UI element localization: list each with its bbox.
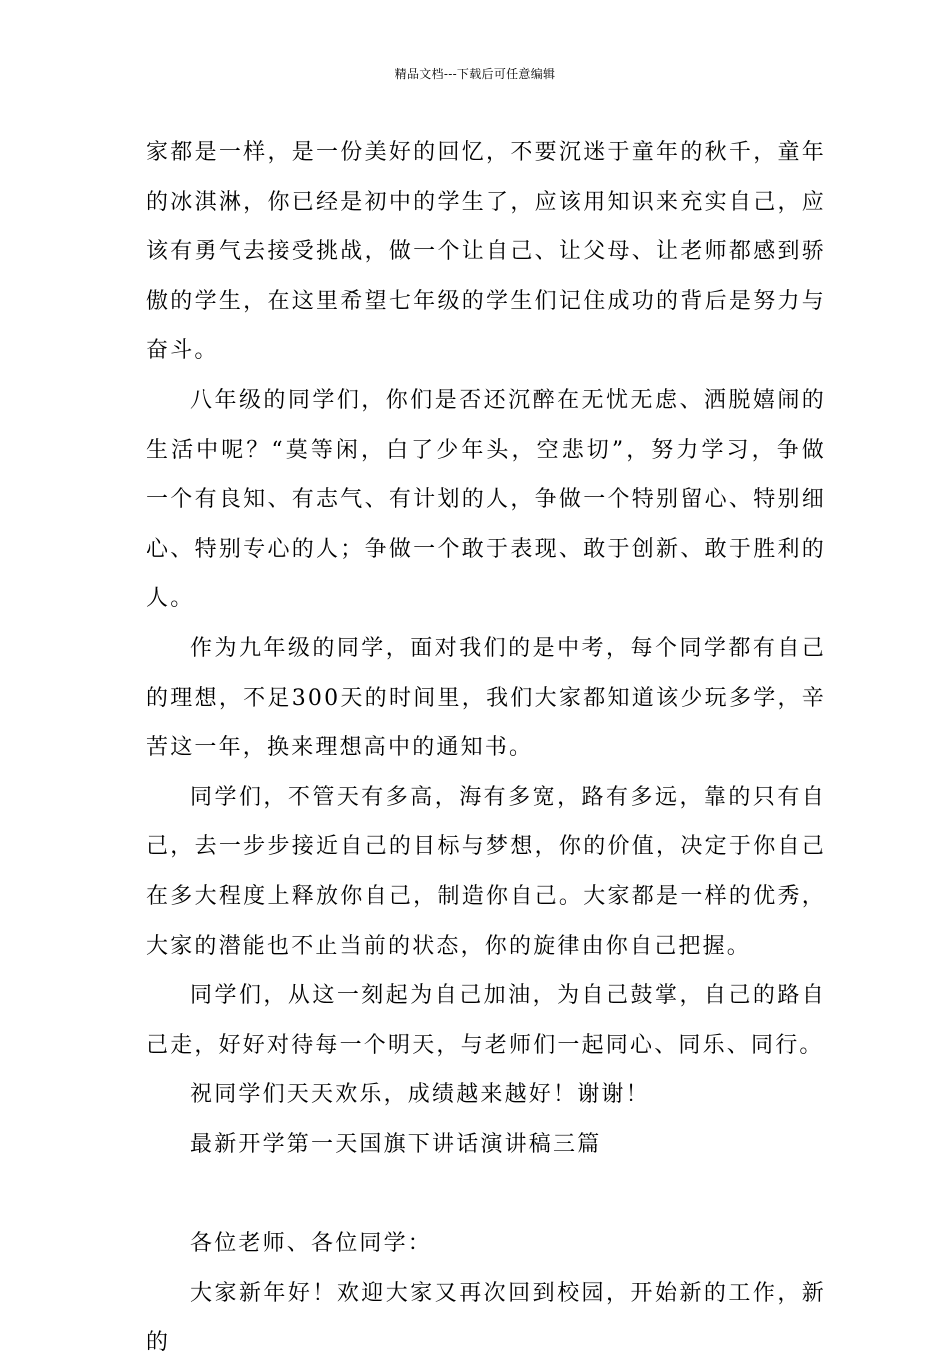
closing-line: 祝同学们天天欢乐，成绩越来越好！谢谢！ [190, 1082, 650, 1108]
document-body [146, 128, 826, 1368]
paragraph: 八年级的同学们，你们是否还沉醉在无忧无虑、洒脱嬉闹的生活中呢？“莫等闲，白了少年头，空悲切”，努力学习，争做一个有良知、有志气、有计划的人，争做一个特别留心、特别细心、特别专心的人；争做一个敢于表现、敢于创新、敢于胜利的人。 [146, 387, 826, 612]
page-header: 精品文档---下载后可任意编辑 [394, 67, 556, 81]
paragraph: 同学们，从这一刻起为自己加油，为自己鼓掌，自己的路自己走，好好对待每一个明天，与老师们一起同心、同乐、同行。 [146, 983, 826, 1058]
salutation: 各位老师、各位同学： [190, 1231, 433, 1257]
paragraph: 同学们，不管天有多高，海有多宽，路有多远，靠的只有自己，去一步步接近自己的目标与梦想，你的价值，决定于你自己在多大程度上释放你自己，制造你自己。大家都是一样的优秀，大家的潜能也不止当前的状态，你的旋律由你自己把握。 [146, 784, 826, 959]
blank-line [146, 1169, 826, 1219]
paragraph: 家都是一样，是一份美好的回忆，不要沉迷于童年的秋千，童年的冰淇淋，你已经是初中的学生了，应该用知识来充实自己，应该有勇气去接受挑战，做一个让自己、让父母、让老师都感到骄傲的学生，在这里希望七年级的学生们记住成功的背后是努力与奋斗。 [146, 140, 826, 364]
section-title: 最新开学第一天国旗下讲话演讲稿三篇 [190, 1131, 602, 1157]
paragraph: 大家新年好！欢迎大家又再次回到校园，开始新的工作，新的 [146, 1280, 826, 1356]
paragraph: 作为九年级的同学，面对我们的是中考，每个同学都有自己的理想，不足300天的时间里，我们大家都知道该少玩多学，辛苦这一年，换来理想高中的通知书。 [146, 635, 826, 761]
